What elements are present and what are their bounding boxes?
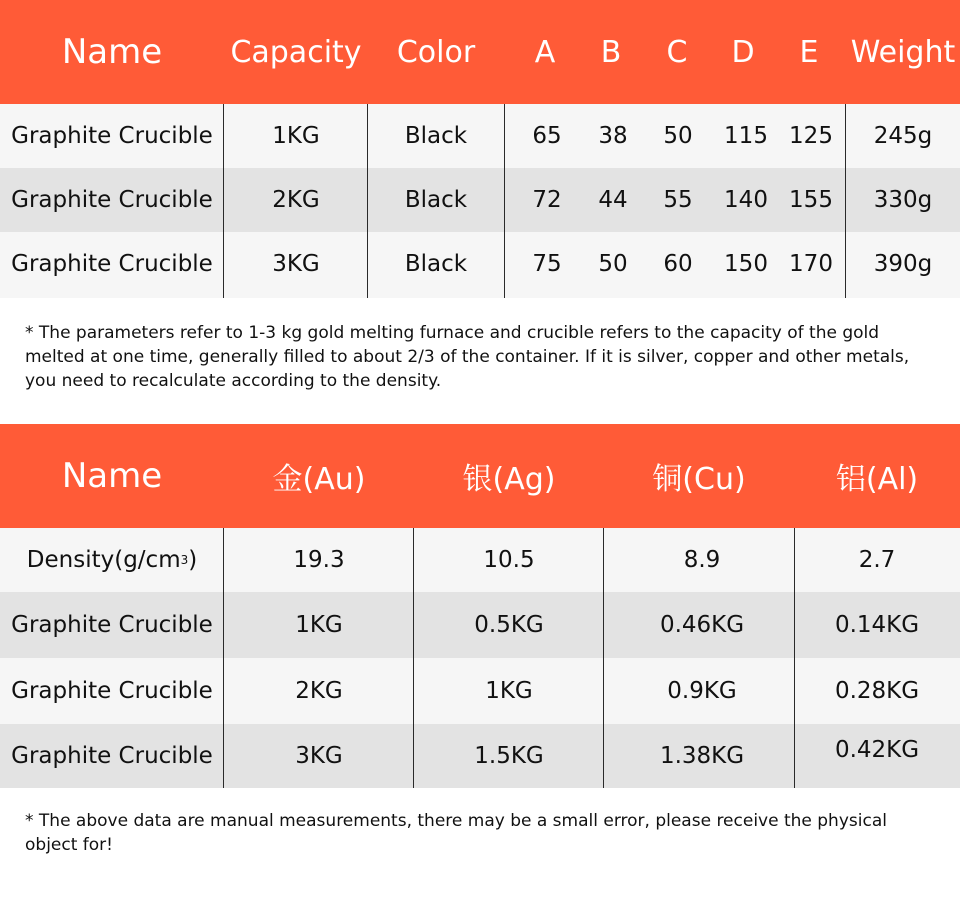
- table1-divider: [504, 104, 505, 298]
- table1-cell-weight: 390g: [873, 251, 933, 277]
- table1-cell-e: 170: [789, 251, 833, 277]
- table2-cell-silver: 1.5KG: [474, 743, 544, 769]
- density-label-close: ): [188, 547, 198, 573]
- table2-cell-aluminum: 0.28KG: [834, 678, 920, 704]
- table2-header: [0, 424, 960, 528]
- table1-header: [0, 0, 960, 104]
- table1-cell-weight: 245g: [873, 123, 933, 149]
- table2-cell-silver: 1KG: [485, 678, 533, 704]
- table2-cell-copper: 0.9KG: [667, 678, 737, 704]
- table1-footnote: * The parameters refer to 1-3 kg gold melting furnace and crucible refers to the capacity of the gold melted at one time, generally filled to about 2/3 of the container. If it is silver, copper and other metals, you need to recalculate according to the density.: [25, 323, 910, 391]
- table1-cell-d: 115: [724, 123, 768, 149]
- table1-cell-e: 125: [789, 123, 833, 149]
- table1-header-d: D: [731, 34, 755, 70]
- table2-row: [0, 724, 960, 788]
- table1-cell-color: Black: [404, 251, 468, 277]
- table1-header-e: E: [799, 34, 819, 70]
- table1-cell-a: 65: [532, 123, 562, 149]
- table2-header-name: Name: [61, 456, 163, 496]
- table2-cell-aluminum: 0.14KG: [834, 612, 920, 638]
- table1-cell-b: 38: [598, 123, 628, 149]
- table2-density-copper: 8.9: [683, 547, 721, 573]
- table1-cell-c: 50: [663, 123, 693, 149]
- table1-cell-weight: 330g: [873, 187, 933, 213]
- table1-divider: [223, 104, 224, 298]
- table1-header-color: Color: [396, 34, 476, 70]
- table1-cell-color: Black: [404, 123, 468, 149]
- table1-divider: [367, 104, 368, 298]
- table1-row: [0, 168, 960, 232]
- table2-row: [0, 658, 960, 724]
- table1-header-b: B: [600, 34, 622, 70]
- table2-cell-gold: 1KG: [295, 612, 343, 638]
- table1-row: [0, 232, 960, 298]
- table2-footnote: * The above data are manual measurements, there may be a small error, please receive the physical object for!: [25, 811, 887, 855]
- table2-header-aluminum: 铝(Al): [835, 462, 919, 497]
- table2-divider: [603, 528, 604, 788]
- table2-divider: [223, 528, 224, 788]
- table1-cell-capacity: 1KG: [272, 123, 320, 149]
- table1-cell-c: 55: [663, 187, 693, 213]
- table1-header-a: A: [534, 34, 556, 70]
- table1-cell-color: Black: [404, 187, 468, 213]
- table1-cell-name: Graphite Crucible: [11, 251, 213, 277]
- table1-cell-b: 50: [598, 251, 628, 277]
- table1-header-name: Name: [61, 32, 163, 72]
- table1-cell-name: Graphite Crucible: [11, 187, 213, 213]
- table2-density-gold: 19.3: [293, 547, 345, 573]
- table1-cell-d: 150: [724, 251, 768, 277]
- table1-cell-a: 75: [532, 251, 562, 277]
- density-label-text: Density(g/cm: [26, 547, 181, 573]
- table2-header-gold: 金(Au): [272, 462, 366, 497]
- table2-cell-copper: 0.46KG: [659, 612, 745, 638]
- table2-density-label: Density(g/cm 3 ): [26, 547, 198, 573]
- table1-cell-capacity: 2KG: [272, 187, 320, 213]
- table1-divider: [845, 104, 846, 298]
- table2-density-silver: 10.5: [483, 547, 535, 573]
- table2-cell-gold: 2KG: [295, 678, 343, 704]
- table2-cell-copper: 1.38KG: [659, 743, 745, 769]
- table1-header-c: C: [666, 34, 688, 70]
- table2-divider: [413, 528, 414, 788]
- table1-cell-b: 44: [598, 187, 628, 213]
- table2-cell-name: Graphite Crucible: [11, 678, 213, 704]
- table1-cell-d: 140: [724, 187, 768, 213]
- table2-header-copper: 铜(Cu): [652, 462, 746, 497]
- table2-row: [0, 592, 960, 658]
- table1-header-capacity: Capacity: [230, 34, 362, 70]
- table2-cell-name: Graphite Crucible: [11, 743, 213, 769]
- table1-cell-name: Graphite Crucible: [11, 123, 213, 149]
- table2-divider: [794, 528, 795, 788]
- table2-density-aluminum: 2.7: [858, 547, 896, 573]
- table2-cell-silver: 0.5KG: [474, 612, 544, 638]
- table2-cell-aluminum: 0.42KG: [834, 737, 920, 763]
- table1-header-weight: Weight: [850, 34, 956, 70]
- table2-cell-gold: 3KG: [295, 743, 343, 769]
- table2-header-silver: 银(Ag): [462, 462, 556, 497]
- table1-row: [0, 104, 960, 168]
- table1-cell-e: 155: [789, 187, 833, 213]
- table2-density-row: [0, 528, 960, 592]
- table1-cell-c: 60: [663, 251, 693, 277]
- table1-cell-capacity: 3KG: [272, 251, 320, 277]
- table2-cell-name: Graphite Crucible: [11, 612, 213, 638]
- table1-cell-a: 72: [532, 187, 562, 213]
